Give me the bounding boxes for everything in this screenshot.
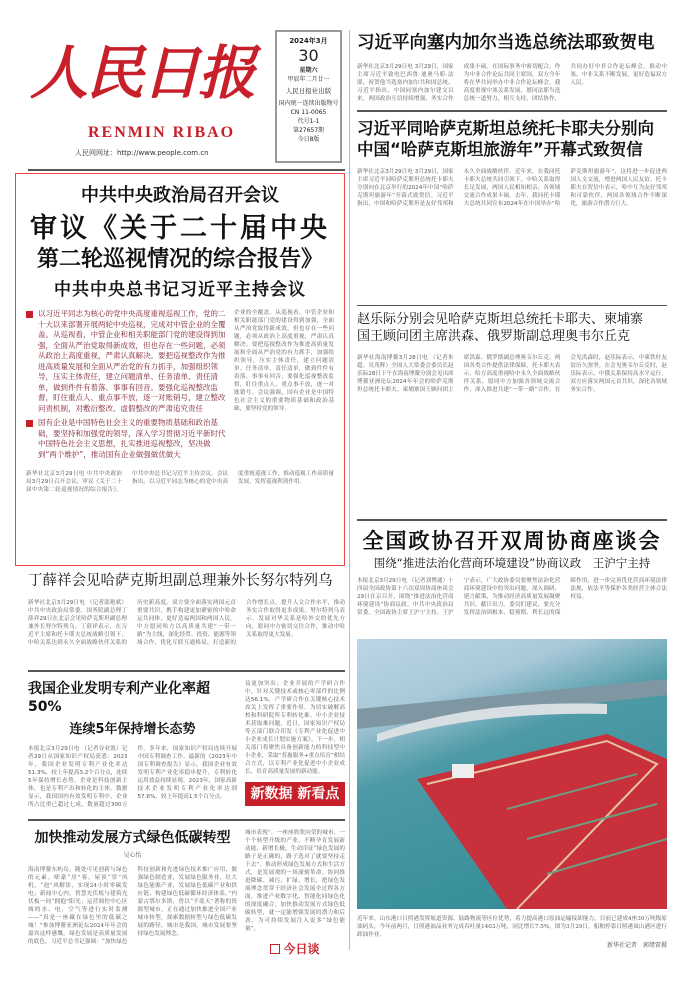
- date-year-month: 2024年3月: [289, 37, 328, 45]
- r2-title-line1: 习近平同哈萨克斯坦总统托卡耶夫分别向: [357, 118, 654, 138]
- r3: [357, 306, 667, 519]
- story4-side-col: [245, 829, 345, 957]
- r1-title: 习近平向塞内加尔当选总统法耶致贺电: [357, 33, 655, 53]
- story3-subtitle: 连续5年保持增长态势: [69, 722, 196, 738]
- lead-title-line1: 审议《关于二十届中央: [30, 213, 330, 245]
- tanker-bridge-house: [452, 764, 474, 778]
- masthead-logo: 人民日报: [30, 39, 255, 107]
- r4-subtitle: 围绕“推进法治化营商环境建设”协商议政 王沪宁主持: [373, 555, 651, 570]
- port-photo: [357, 639, 667, 909]
- today-talk-icon: [270, 944, 280, 954]
- today-talk-label: [245, 941, 345, 957]
- r3-body: 新华社海南博鳌3月28日电 （记者朱超、吴茂辉）全国人大常委会委员长赵乐际28日下午在海南博鳌分别会见出席博鳌亚洲论坛2024年年会的哈萨克斯坦总统托卡耶夫、柬埔寨国王顾问团主席洪森、俄罗斯副总理奥韦尔丘克。两国各类合作提供法律保障。托卡耶夫表示，哈方高度重视哈中永久全面战略伙伴关系，愿同中方加强各领域交流合作，深入推进共建“一带一路”合作。在会见洪森时，赵乐际表示，中柬铁杆友谊历久弥坚。在会见奥韦尔丘克时，赵乐际表示，中俄关系保持高水平运行，双方应落实两国元首共识，深化各领域务实合作。: [357, 354, 667, 393]
- r4-body: 本报北京3月29日电 （记者刘博通）十四届全国政协第十六次双周协商座谈会29日在京召开，围绕“推进法治化营商环境建设”协商议政。中共中央政治局常委、全国政协主席王沪宁主持。王沪宁表示，广大政协委员要聚焦法治化营商环境建设中的突出问题，深入调研，建言献策，为推动经济高质量发展凝聚共识、献计出力。委员们建议，要充分发挥法治固根本、稳预期、利长远的保障作用，进一步完善优化营商环境法律法规，依法平等保护各类经营主体合法权益。: [357, 577, 667, 616]
- photo-caption: 近年来，山东港口日照港发挥航道资源、陆路物流等区位优势，着力提高港口原油运输接卸能力，目前已建成4座30万吨级原油码头。今年前两月，日照港油品业务完成吞吐量1403万吨，同比增长7.5%。图为3月29日，船舶停靠日照港岚山港区进行卸油作业。: [357, 915, 667, 938]
- lead-story-box: [15, 173, 345, 566]
- lead-side-text: 企业的全覆盖。从巡视看，中管企业和相关职能部门党的建设得到加强，全面从严治党取得新成效，但也存在一些问题，必须从政治上高度重视，严肃认真解决。要把巡视整改作为推进高质量发展和全面从严治党的有力抓手，加强组织领导，压实主体责任，建立问题清单、任务清单、责任清单，做到件件有着落、事事有回音。要强化巡视整改监督，盯住重点人、重点事不放，逐一对账销号。会议强调，国有企业是中国特色社会主义的重要物质基础和政治基础，要坚持党的领导。: [234, 310, 334, 413]
- lead-body: 新华社北京3月29日电 中共中央政治局3月29日召开会议，审议《关于二十届中央第二轮巡视情况的综合报告》。中共中央总书记习近平主持会议。会议指出，以习近平同志为核心的党中央高度重视巡视工作，推动巡视工作高质量发展，发挥巡视利剑作用。: [26, 471, 334, 494]
- photo-credit: 新华社记者 郭绪雷摄: [606, 941, 667, 949]
- summary-point-2: 国有企业是中国特色社会主义的重要物质基础和政治基础，要坚持和加强党的领导，深入学习贯彻习近平新时代中国特色社会主义思想，扎实推进巡视整改，坚决做到“两个维护”，推动国有企业做强做优做大: [38, 418, 226, 459]
- story4-main: [28, 829, 237, 957]
- cn-number: CN 11-0065: [290, 109, 327, 116]
- lead-summary: [26, 309, 226, 460]
- story3-main: [28, 680, 237, 815]
- issue-number: 第27657期: [292, 127, 325, 134]
- r1: [357, 32, 667, 110]
- r2: [357, 112, 667, 305]
- column-divider: [349, 30, 350, 950]
- date-lunar: 甲辰年二月廿一: [287, 76, 330, 83]
- r3-title-line2: 国王顾问团主席洪森、俄罗斯副总理奥韦尔丘克: [357, 328, 631, 344]
- lead-title-line2: 第二轮巡视情况的综合报告》: [36, 247, 323, 273]
- story3-side: 益更加突出；企业开展的产学研合作中，针对关键技术或核心零部件的比例达56.1%，产学研合作在关键核心技术攻关上发挥了重要作用。为切实破解高校和科研院所专利转化难、中小企业技术获取难问题，近日，国家知识产权局等五部门联合印发《专利产业化促进中小企业成长计划实施方案》。下一步，相关部门将聚焦具备创新能力的科技型中小企业，采取“普惠服务+重点培育”相结合方式，以专利产业化促进中小企业成长，培育高质量发展的新动能。: [245, 681, 345, 775]
- summary-point-1-wrap: [26, 309, 226, 414]
- r4-title: 全国政协召开双周协商座谈会: [362, 527, 662, 553]
- date-weekday: 星期六: [299, 67, 318, 74]
- story4-author: 吴心怡: [123, 852, 142, 860]
- story2-title: 丁薛祥会见哈萨克斯坦副总理兼外长努尔特列乌: [28, 573, 333, 589]
- new-data-banner: 新数据 新看点: [245, 782, 345, 806]
- code-number: 代号1-1: [297, 118, 320, 125]
- story4-body: 海南博鳌东屿岛，随处可见创新与绿色的元素。嘭豪“房”客，屋顶“穿”风机，“泡”风解诊，实现24小时零碳发电；新闻中心内，智慧光伏板与建筑光伏板一同“拥抱”阳光；运营调控中心区域的水、电、空气等进行实时监测——“真是一座藏在绿色里的低碳之城！”参加博鳌亚洲论坛2024年年会的嘉宾这样感慨。绿色发展是高质量发展的底色。习近平总书记强调：“加快绿色科技创新和先进绿色技术推广应用，做强绿色制造业，发展绿色服务业，壮大绿色能源产业，发展绿色低碳产业和供应链，构建绿色低碳循环经济体系。”内蒙古鄂尔多斯，曾以“不蓝天”著称的资源型城市，正在通过加快推进全国产业城市转型，探索数据转型与绿色低碳发展的路径。城市是我国，城市发展要坚持绿色发展理念。: [28, 867, 237, 946]
- r2-body: 新华社北京3月29日电 3月29日，国家主席习近平同哈萨克斯坦总统托卡耶夫分别向在北京举行的2024年中国“哈萨克斯坦旅游年”开幕式致贺信。习近平指出，中国和哈萨克斯坦是友好邻邦和永久全面战略伙伴。近年来，在我同托卡耶夫总统共同引领下，中哈关系取得长足发展，两国人民相知相亲，各领域交流合作成果丰硕。去年，我同托卡耶夫总统共同宣布2024年在中国举办“哈萨克斯坦旅游年”，这将进一步促进两国人文交流，增进两国人民友谊。托卡耶夫在贺信中表示，哈中互为友好邻邦和可靠伙伴，两国各领域合作不断深化，旅游合作潜力巨大。: [357, 169, 667, 208]
- page-count: 今日8版: [297, 136, 320, 143]
- bullet-square: [26, 311, 33, 318]
- story3: [28, 672, 345, 815]
- summary-point-2-wrap: [26, 418, 226, 460]
- date-day: 30: [298, 46, 319, 65]
- summary-point-1: 以习近平同志为核心的党中央高度重视巡视工作，党的二十大以来部署开展两轮中央巡视，完成对中管企业的全覆盖。从巡视看，中管企业和相关职能部门党的建设得到加强，全面从严治党取得新成效，但也存在一些问题，必须从政治上高度重视，严肃认真解决。要把巡视整改作为推进高质量发展和全面从严治党的有力抓手，加强组织领导，压实主体责任，建立问题清单、任务清单、责任清单，做到件件有着落、事事有回音。要强化巡视整改监督，盯住重点人、重点事不放，逐一对账销号，建立整改问责机制，对敷衍整改、虚假整改的严肃追究责任: [38, 309, 226, 413]
- story4: [28, 821, 345, 957]
- lead-subtitle: 中共中央总书记习近平主持会议: [54, 280, 306, 301]
- r1-body: 新华社北京3月29日电 3月29日，国家主席习近平致电巴西鲁·迪奥马耶·法耶，祝贺他当选塞内加尔共和国总统。习近平指出，中国同塞内加尔建交以来，两国政治互信持续增强，务实合作成果丰硕，在国际事务中密切配合。作为中非合作论坛共同主席国，双方今年将在华共同举办中非合作论坛峰会。我高度重视中塞关系发展，愿同法耶当选总统一道努力，相互支持，团结协作，共同办好中非合作论坛峰会，推动中塞、中非关系不断发展，更好造福双方人民。: [357, 63, 667, 102]
- story3-side-col: [245, 680, 345, 815]
- pier: [357, 679, 667, 729]
- lead-kicker: 中共中央政治局召开会议: [81, 185, 279, 206]
- story2-body: 新华社北京3月29日电 （记者邵艳斌）中共中央政治局常委、国务院副总理丁薛祥29日在北京会见哈萨克斯坦副总理兼外长努尔特列乌。丁薛祥表示，在习近平主席和托卡耶夫总统战略引领下，中哈关系达到永久全面战略伙伴关系的历史新高度。双方要全面落实两国元首重要共识，携手构建更加紧密的中哈命运共同体，更好造福两国和两国人民。中方愿同哈方以高质量共建“一带一路”为主线，深化经贸、投资、能源等领域合作，优化互联互通格局，打造新的合作增长点，提升人文合作水平，推动务实合作取得更多成果。努尔特列乌表示，发展对华关系是哈外交的优先方向，愿同中方密切交往合作，推动中哈关系取得更大发展。: [28, 599, 345, 646]
- date-box: [275, 30, 342, 163]
- r3-title-line1: 赵乐际分别会见哈萨克斯坦总统托卡耶夫、柬埔寨: [357, 312, 644, 327]
- lead-summary-row: [26, 309, 334, 460]
- story4-side: 城市表现”。一座座欣欣向荣的城市、一个个转型升级的产业，不断孕育发展新动能、新增长极，生动印证“绿色发展的路子是正确的，路子选对了就要坚持走下去”。推动形成绿色发展方式和生活方式，是发展观的一场深刻革命。协同推进降碳、减污、扩绿、增长，把绿色发展理念贯穿于经济社会发展全过程各方面，推进产业数字化、智能化同绿色化的深度融合，加快推动发展方式绿色低碳转型，就一定能增强发展的潜力和后劲，为可持续发展注入更多“绿色能量”。: [245, 830, 345, 932]
- publisher: 人民日报社出版: [285, 87, 332, 95]
- story4-title: 加快推动发展方式绿色低碳转型: [34, 830, 231, 846]
- registration: 国内统一连续出版物号: [278, 100, 339, 107]
- right-column: [357, 32, 667, 950]
- story3-title: 我国企业发明专利产业化率超50%: [28, 681, 210, 716]
- left-lower-column: [28, 572, 345, 957]
- masthead-logo-en: RENMIN RIBAO: [88, 124, 236, 141]
- r4: [357, 521, 667, 639]
- today-talk-text: 今日谈: [283, 942, 320, 956]
- story2: [28, 572, 345, 670]
- r2-title-line2: 中国“哈萨克斯坦旅游年”开幕式致贺信: [357, 139, 643, 159]
- oil-tanker-image: [357, 639, 667, 909]
- story3-body: 本报北京3月29日电 （记者谷业凯）记者29日从国家知识产权局获悉：2023年，我国企业发明专利产业化率达51.3%，较上年提高3.2个百分点，连续5年保持增长态势。企业是科技创新主体，也是专利产出和转化的主体。数据显示，我国国内有效发明专利中，企业所占比重已超过七成，数量超过300万件。多年来，国家知识产权局连续开展中国专利调查工作。最新的《2023年中国专利调查报告》显示，我国企业有效发明专利产业化率稳步提升，专利转化运用效益持续显现。2023年，国家高新技术企业发明专利产业化率达到57.6%，较上年提高1.5个百分点。: [28, 746, 237, 809]
- bullet-square: [26, 420, 33, 427]
- divider: [28, 169, 345, 171]
- website-line: 人民网网址：http://www.people.com.cn: [75, 149, 209, 157]
